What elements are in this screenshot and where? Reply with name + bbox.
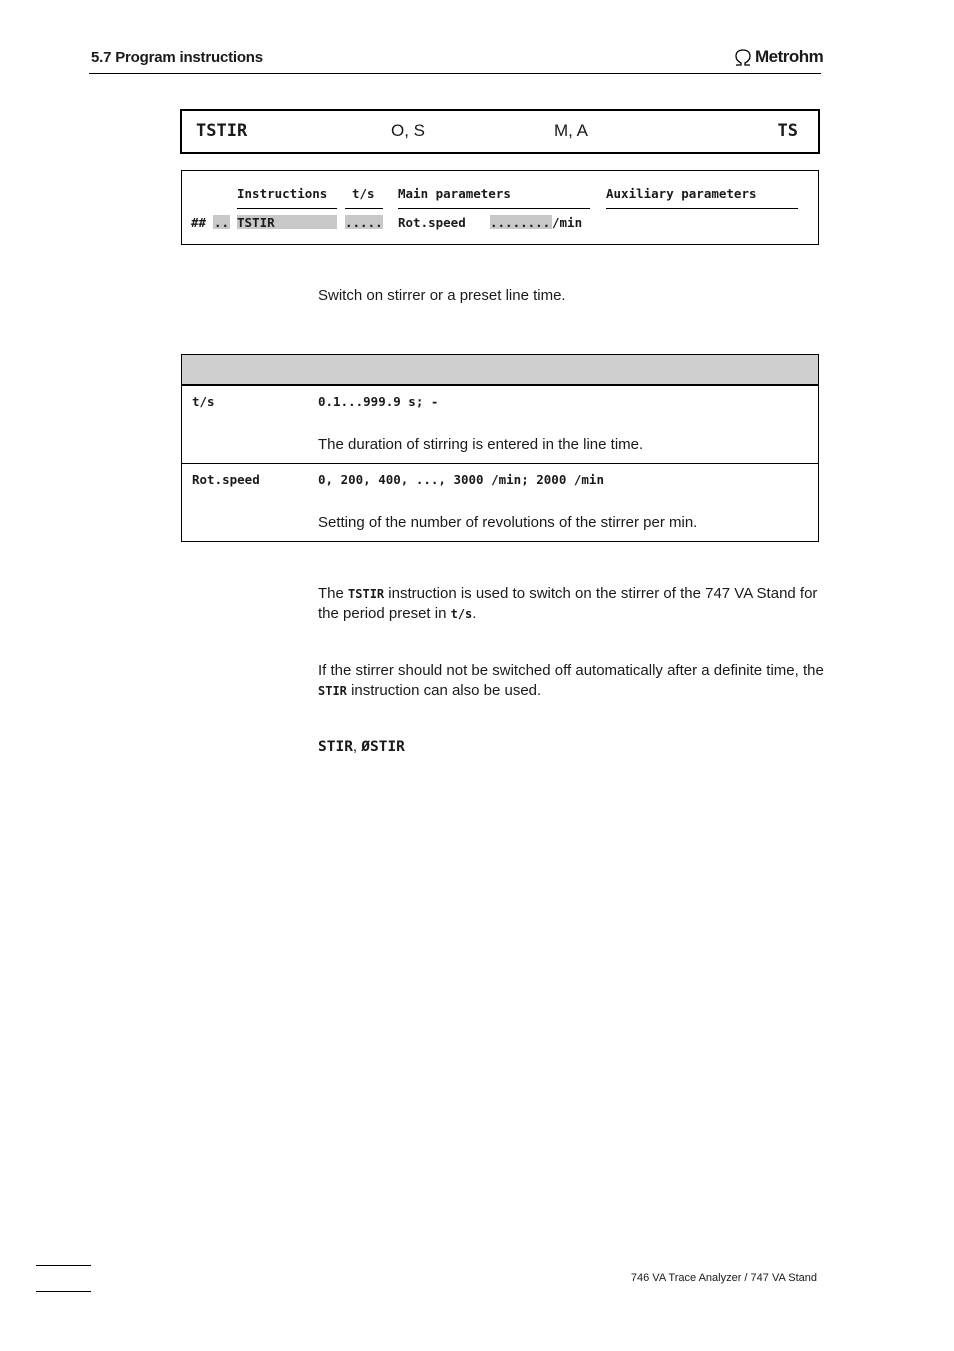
col-header-time: t/s bbox=[352, 186, 375, 201]
para1-text-post: . bbox=[472, 605, 477, 622]
see-also-ostir: ØSTIR bbox=[361, 739, 405, 755]
line-instruction: TSTIR bbox=[237, 215, 275, 230]
instruction-line-box bbox=[181, 170, 819, 245]
parameter-range: 0.1...999.9 s; - bbox=[318, 394, 439, 409]
para1-text-mid: instruction is used to switch on the stirrer of the 747 VA Stand for the period preset in bbox=[318, 585, 818, 622]
line-param-unit: /min bbox=[552, 215, 583, 230]
see-also-stir: STIR bbox=[318, 739, 353, 755]
description-paragraph-1 bbox=[318, 584, 828, 624]
footer-product-name: 746 VA Trace Analyzer / 747 VA Stand bbox=[630, 1272, 817, 1284]
footer-rule-bottom bbox=[36, 1291, 91, 1292]
line-param-name: Rot.speed bbox=[398, 215, 466, 230]
parameter-name: t/s bbox=[192, 394, 215, 409]
col-header-main-parameters: Main parameters bbox=[398, 186, 511, 201]
instruction-mode-1: O, S bbox=[391, 121, 426, 140]
section-heading: 5.7 Program instructions bbox=[91, 49, 263, 66]
line-dots: .. bbox=[214, 215, 230, 230]
underline-instructions bbox=[237, 208, 337, 209]
para1-keyword-time: t/s bbox=[450, 607, 473, 621]
see-also-separator: , bbox=[352, 738, 362, 755]
line-param-value: ........ bbox=[490, 215, 551, 230]
header-rule bbox=[89, 73, 821, 74]
footer-rule-top bbox=[36, 1265, 91, 1266]
para1-keyword-tstir: TSTIR bbox=[348, 587, 385, 601]
parameter-row bbox=[182, 386, 818, 464]
parameter-row bbox=[182, 464, 818, 541]
brand-name: Metrohm bbox=[755, 47, 824, 66]
parameter-table-header bbox=[182, 355, 818, 386]
instruction-abbreviation: TS bbox=[777, 121, 798, 141]
underline-main bbox=[398, 208, 590, 209]
parameter-name: Rot.speed bbox=[192, 472, 260, 487]
line-time: ..... bbox=[345, 215, 383, 230]
para2-keyword-stir: STIR bbox=[318, 684, 347, 698]
line-number-placeholder: ## bbox=[191, 215, 207, 230]
parameter-description: Setting of the number of revolutions of the stirrer per min. bbox=[318, 514, 698, 531]
brand-logo bbox=[733, 47, 823, 67]
underline-time bbox=[345, 208, 383, 209]
col-header-auxiliary-parameters: Auxiliary parameters bbox=[606, 186, 757, 201]
see-also-instructions bbox=[318, 738, 405, 755]
instruction-command: TSTIR bbox=[196, 121, 248, 141]
parameter-range: 0, 200, 400, ..., 3000 /min; 2000 /min bbox=[318, 472, 604, 487]
underline-aux bbox=[606, 208, 798, 209]
para2-text-pre: If the stirrer should not be switched off automatically after a definite time, the bbox=[318, 662, 824, 679]
parameter-table bbox=[181, 354, 819, 542]
para2-text-post: instruction can also be used. bbox=[346, 682, 542, 699]
description-paragraph-2 bbox=[318, 661, 828, 701]
instruction-summary: Switch on stirrer or a preset line time. bbox=[318, 287, 566, 304]
parameter-description: The duration of stirring is entered in the line time. bbox=[318, 436, 644, 453]
omega-logo-icon bbox=[733, 48, 753, 66]
para1-text-pre: The bbox=[318, 585, 349, 602]
instruction-mode-2: M, A bbox=[554, 121, 589, 140]
instruction-title-box bbox=[180, 109, 820, 154]
col-header-instructions: Instructions bbox=[237, 186, 328, 201]
